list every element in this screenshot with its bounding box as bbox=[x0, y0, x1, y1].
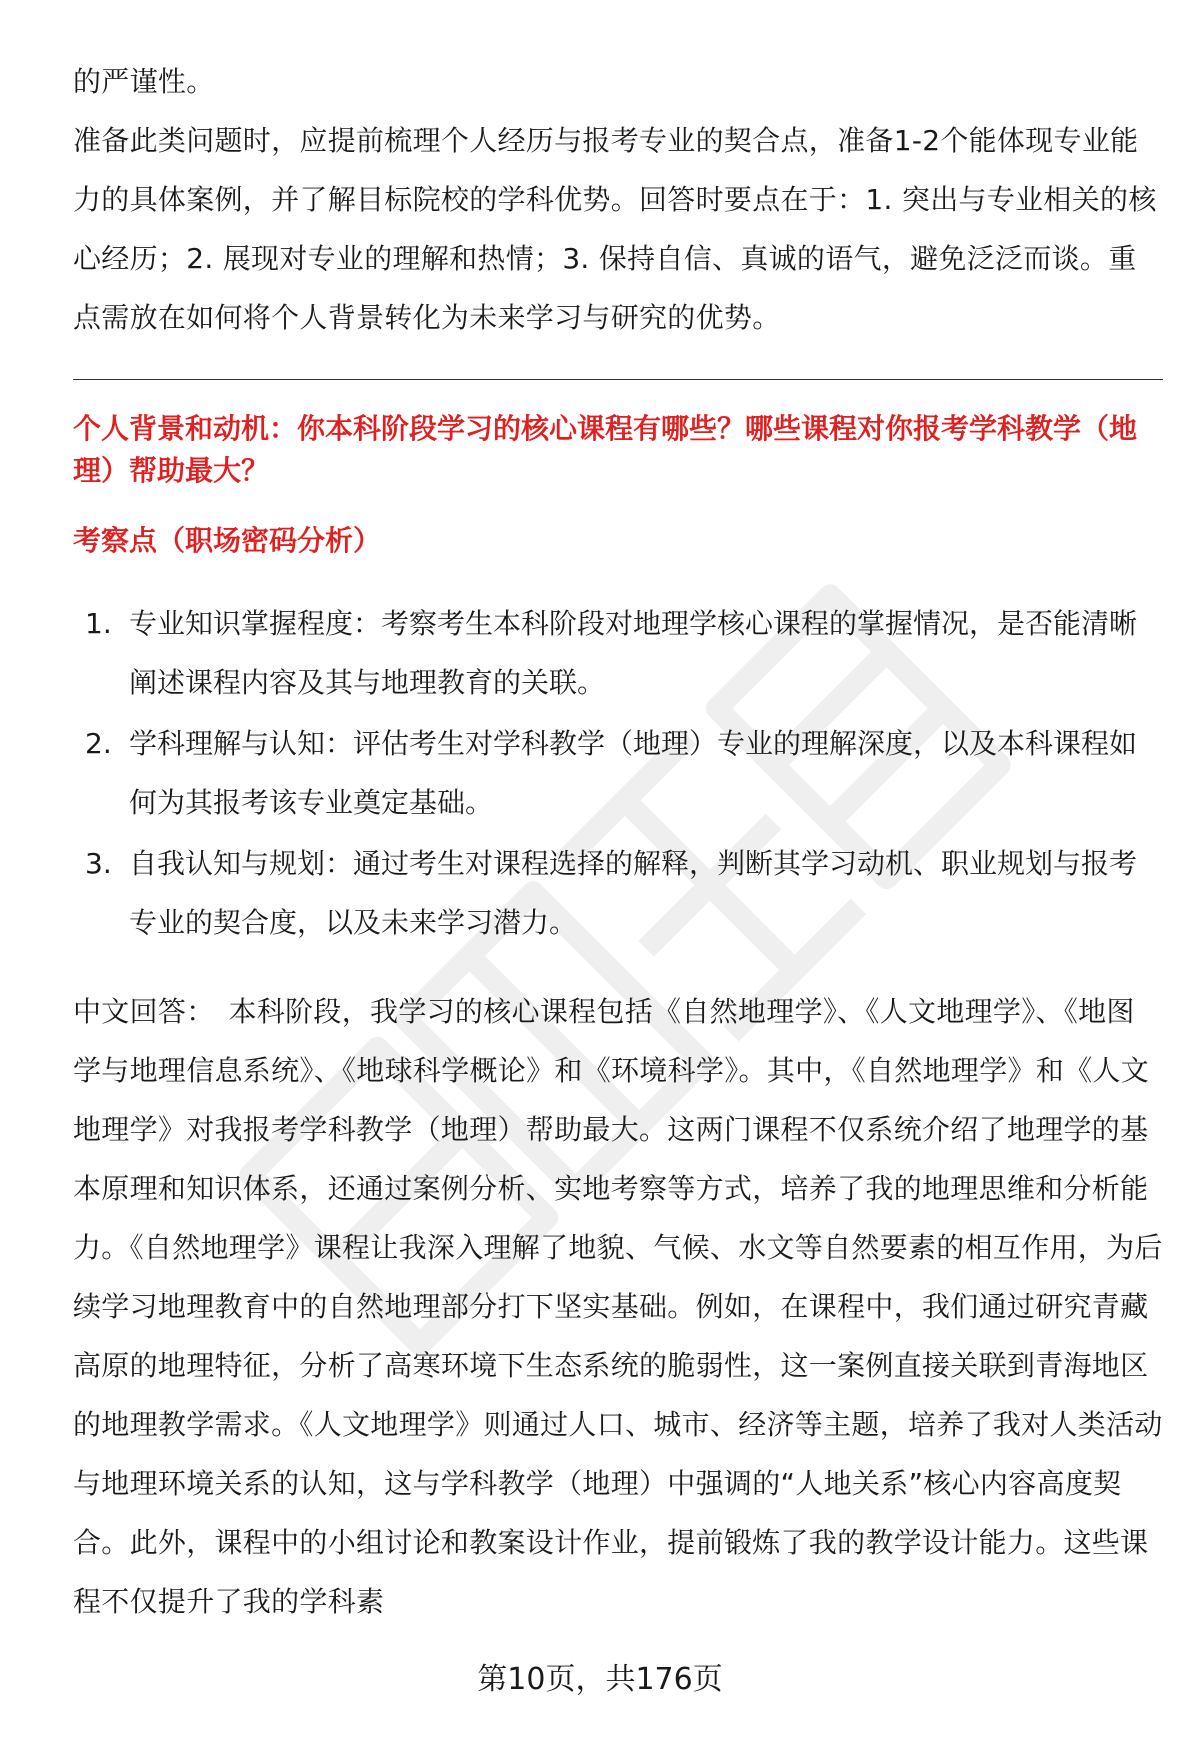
list-item-text: 学科理解与认知：评估考生对学科教学（地理）专业的理解深度，以及本科课程如何为其报考该专业奠定基础。 bbox=[129, 727, 1138, 819]
list-item bbox=[73, 594, 1163, 712]
question-heading: 个人背景和动机：你本科阶段学习的核心课程有哪些？哪些课程对你报考学科教学（地理）帮助最大？ bbox=[73, 412, 1138, 487]
answer-text: 本科阶段，我学习的核心课程包括《自然地理学》、《人文地理学》、《地图学与地理信息系统》、《地球科学概论》和《环境科学》。其中，《自然地理学》和《人文地理学》对我报考学科教学（地理）帮助最大。这两门课程不仅系统介绍了地理学的基本原理和知识体系，还通过案例分析、实地考察等方式，培养了我的地理思维和分析能力。《自然地理学》课程让我深入理解了地貌、气候、水文等自然要素的相互作用，为后续学习地理教育中的自然地理部分打下坚实基础。例如，在课程中，我们通过研究青藏高原的地理特征，分析了高寒环境下生态系统的脆弱性，这一案例直接关联到青海地区的地理教学需求。《人文地理学》则通过人口、城市、经济等主题，培养了我对人类活动与地理环境关系的认知，这与学科教学（地理）中强调的“人地关系”核心内容高度契合。此外，课程中的小组讨论和教案设计作业，提前锻炼了我的教学设计能力。这些课程不仅提升了我的学科素 bbox=[73, 995, 1163, 1618]
document-page bbox=[73, 52, 1163, 1631]
intro-paragraph-2: 准备此类问题时，应提前梳理个人经历与报考专业的契合点，准备1-2个能体现专业能力的具体案例，并了解目标院校的学科优势。回答时要点在于：1. 突出与专业相关的核心经历；2. 展现对专业的理解和热情；3. 保持自信、真诚的语气，避免泛泛而谈。重点需放在如何将个人背景转化为未来学习与研究的优势。 bbox=[73, 124, 1157, 334]
intro-paragraph-1: 的严谨性。 bbox=[73, 65, 215, 98]
list-item-number: 3. bbox=[85, 847, 112, 880]
list-item-text: 专业知识掌握程度：考察考生本科阶段对地理学核心课程的掌握情况，是否能清晰阐述课程内容及其与地理教育的关联。 bbox=[129, 607, 1138, 699]
list-item-number: 2. bbox=[85, 727, 112, 760]
list-item bbox=[73, 834, 1163, 952]
answer-paragraph bbox=[73, 982, 1163, 1631]
section-divider bbox=[73, 379, 1163, 380]
answer-label: 中文回答： bbox=[73, 995, 215, 1028]
list-item bbox=[73, 714, 1163, 832]
list-item-number: 1. bbox=[85, 607, 112, 640]
list-item-text: 自我认知与规划：通过考生对课程选择的解释，判断其学习动机、职业规划与报考专业的契合度，以及未来学习潜力。 bbox=[129, 847, 1138, 939]
page-number-footer: 第10页，共176页 bbox=[477, 1662, 723, 1697]
analysis-section-title: 考察点（职场密码分析） bbox=[73, 524, 382, 557]
analysis-points-list bbox=[73, 594, 1163, 952]
